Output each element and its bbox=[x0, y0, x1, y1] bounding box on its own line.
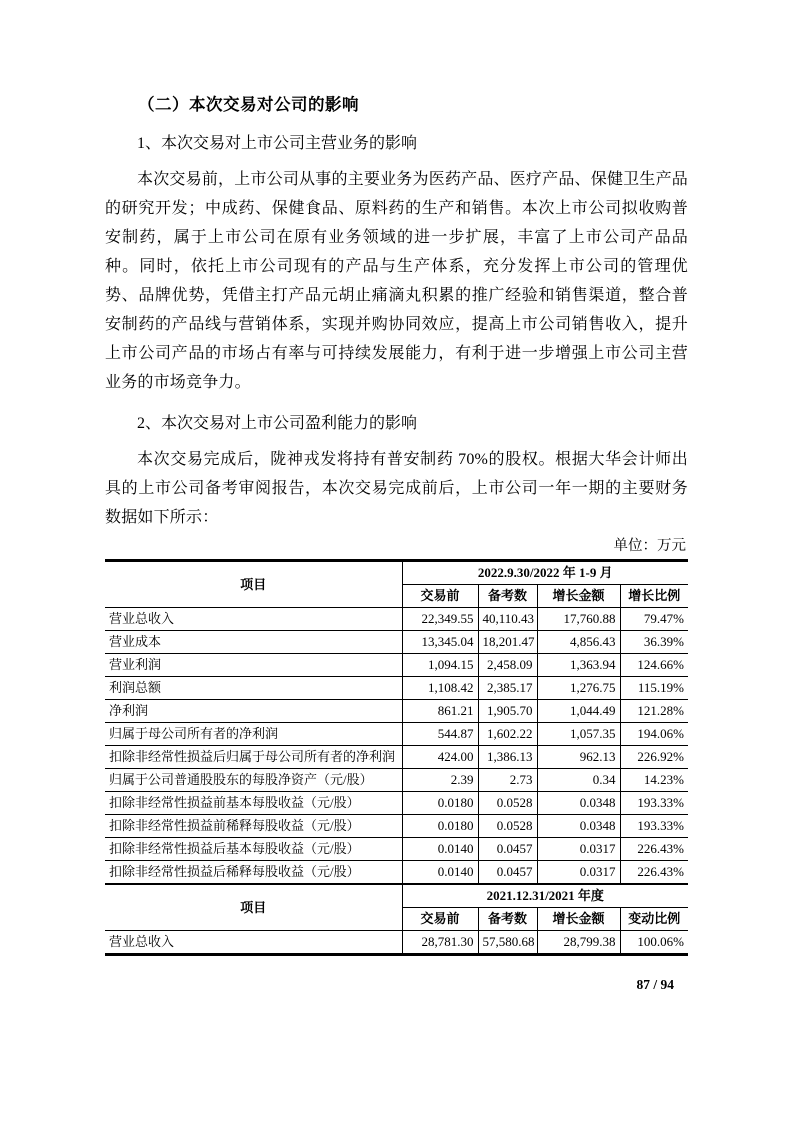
value-cell: 544.87 bbox=[402, 723, 478, 746]
column-header: 备考数 bbox=[478, 585, 537, 608]
subsection-2-title: 2、本次交易对上市公司盈利能力的影响 bbox=[137, 415, 418, 432]
value-cell: 14.23% bbox=[620, 769, 688, 792]
row-label-cell: 营业总收入 bbox=[105, 931, 402, 955]
value-cell: 193.33% bbox=[620, 815, 688, 838]
value-cell: 0.0348 bbox=[537, 792, 620, 815]
value-cell: 4,856.43 bbox=[537, 631, 620, 654]
row-label-cell: 扣除非经常性损益后基本每股收益（元/股） bbox=[105, 838, 402, 861]
value-cell: 0.0348 bbox=[537, 815, 620, 838]
value-cell: 2,458.09 bbox=[478, 654, 537, 677]
value-cell: 193.33% bbox=[620, 792, 688, 815]
table-row bbox=[105, 815, 688, 838]
value-cell: 121.28% bbox=[620, 700, 688, 723]
financial-comparison-table bbox=[105, 559, 688, 956]
column-header-period: 2022.9.30/2022 年 1-9 月 bbox=[402, 561, 688, 585]
value-cell: 2,385.17 bbox=[478, 677, 537, 700]
table-row bbox=[105, 700, 688, 723]
value-cell: 1,276.75 bbox=[537, 677, 620, 700]
table-row bbox=[105, 931, 688, 955]
value-cell: 1,905.70 bbox=[478, 700, 537, 723]
value-cell: 2.39 bbox=[402, 769, 478, 792]
row-label-cell: 扣除非经常性损益前稀释每股收益（元/股） bbox=[105, 815, 402, 838]
value-cell: 0.34 bbox=[537, 769, 620, 792]
value-cell: 0.0140 bbox=[402, 861, 478, 885]
value-cell: 100.06% bbox=[620, 931, 688, 955]
value-cell: 1,363.94 bbox=[537, 654, 620, 677]
row-label-cell: 营业利润 bbox=[105, 654, 402, 677]
table-row bbox=[105, 769, 688, 792]
row-label-cell: 净利润 bbox=[105, 700, 402, 723]
value-cell: 28,799.38 bbox=[537, 931, 620, 955]
value-cell: 0.0528 bbox=[478, 815, 537, 838]
column-header: 交易前 bbox=[402, 585, 478, 608]
value-cell: 28,781.30 bbox=[402, 931, 478, 955]
table-header-row bbox=[105, 884, 688, 908]
row-label-cell: 营业总收入 bbox=[105, 608, 402, 631]
table-row bbox=[105, 861, 688, 885]
table-row bbox=[105, 608, 688, 631]
value-cell: 57,580.68 bbox=[478, 931, 537, 955]
value-cell: 0.0180 bbox=[402, 815, 478, 838]
value-cell: 0.0528 bbox=[478, 792, 537, 815]
table-row bbox=[105, 654, 688, 677]
value-cell: 115.19% bbox=[620, 677, 688, 700]
value-cell: 40,110.43 bbox=[478, 608, 537, 631]
paragraph-profit-impact: 本次交易完成后，陇神戎发将持有普安制药 70%的股权。根据大华会计师出具的上市公司备考审阅报告，本次交易完成前后，上市公司一年一期的主要财务数据如下所示： bbox=[105, 451, 688, 526]
value-cell: 962.13 bbox=[537, 746, 620, 769]
table-header-row bbox=[105, 561, 688, 585]
row-label-cell: 归属于公司普通股股东的每股净资产（元/股） bbox=[105, 769, 402, 792]
value-cell: 1,044.49 bbox=[537, 700, 620, 723]
row-label-cell: 扣除非经常性损益后稀释每股收益（元/股） bbox=[105, 861, 402, 885]
value-cell: 22,349.55 bbox=[402, 608, 478, 631]
value-cell: 18,201.47 bbox=[478, 631, 537, 654]
value-cell: 79.47% bbox=[620, 608, 688, 631]
table-row bbox=[105, 631, 688, 654]
value-cell: 0.0317 bbox=[537, 838, 620, 861]
value-cell: 226.43% bbox=[620, 861, 688, 885]
value-cell: 1,108.42 bbox=[402, 677, 478, 700]
value-cell: 13,345.04 bbox=[402, 631, 478, 654]
value-cell: 226.92% bbox=[620, 746, 688, 769]
section-heading: （二）本次交易对公司的影响 bbox=[138, 95, 359, 114]
value-cell: 2.73 bbox=[478, 769, 537, 792]
value-cell: 1,057.35 bbox=[537, 723, 620, 746]
table-row bbox=[105, 677, 688, 700]
value-cell: 17,760.88 bbox=[537, 608, 620, 631]
value-cell: 0.0457 bbox=[478, 861, 537, 885]
table-row bbox=[105, 792, 688, 815]
column-header: 交易前 bbox=[402, 908, 478, 931]
value-cell: 194.06% bbox=[620, 723, 688, 746]
value-cell: 1,094.15 bbox=[402, 654, 478, 677]
table-row bbox=[105, 723, 688, 746]
column-header: 变动比例 bbox=[620, 908, 688, 931]
row-label-cell: 营业成本 bbox=[105, 631, 402, 654]
row-label-cell: 扣除非经常性损益后归属于母公司所有者的净利润 bbox=[105, 746, 402, 769]
row-label-cell: 利润总额 bbox=[105, 677, 402, 700]
value-cell: 0.0180 bbox=[402, 792, 478, 815]
value-cell: 124.66% bbox=[620, 654, 688, 677]
column-header-item: 项目 bbox=[105, 561, 402, 608]
value-cell: 861.21 bbox=[402, 700, 478, 723]
column-header-item: 项目 bbox=[105, 884, 402, 931]
column-header: 备考数 bbox=[478, 908, 537, 931]
row-label-cell: 扣除非经常性损益前基本每股收益（元/股） bbox=[105, 792, 402, 815]
value-cell: 226.43% bbox=[620, 838, 688, 861]
paragraph-business-impact: 本次交易前，上市公司从事的主要业务为医药产品、医疗产品、保健卫生产品的研究开发；中成药、保健食品、原料药的生产和销售。本次上市公司拟收购普安制药，属于上市公司在原有业务领域的进一步扩展，丰富了上市公司产品品种。同时，依托上市公司现有的产品与生产体系，充分发挥上市公司的管理优势、品牌优势，凭借主打产品元胡止痛滴丸积累的推广经验和销售渠道，整合普安制药的产品线与营销体系，实现并购协同效应，提高上市公司销售收入，提升上市公司产品的市场占有率与可持续发展能力，有利于进一步增强上市公司主营业务的市场竞争力。 bbox=[105, 171, 688, 391]
table-row bbox=[105, 746, 688, 769]
column-header: 增长比例 bbox=[620, 585, 688, 608]
row-label-cell: 归属于母公司所有者的净利润 bbox=[105, 723, 402, 746]
unit-note: 单位：万元 bbox=[613, 538, 686, 554]
value-cell: 1,386.13 bbox=[478, 746, 537, 769]
column-header-period: 2021.12.31/2021 年度 bbox=[402, 884, 688, 908]
column-header: 增长金额 bbox=[537, 908, 620, 931]
value-cell: 0.0140 bbox=[402, 838, 478, 861]
value-cell: 36.39% bbox=[620, 631, 688, 654]
value-cell: 0.0457 bbox=[478, 838, 537, 861]
page-number: 87 / 94 bbox=[636, 977, 674, 992]
column-header: 增长金额 bbox=[537, 585, 620, 608]
value-cell: 0.0317 bbox=[537, 861, 620, 885]
value-cell: 424.00 bbox=[402, 746, 478, 769]
table-row bbox=[105, 838, 688, 861]
subsection-1-title: 1、本次交易对上市公司主营业务的影响 bbox=[137, 135, 418, 152]
value-cell: 1,602.22 bbox=[478, 723, 537, 746]
